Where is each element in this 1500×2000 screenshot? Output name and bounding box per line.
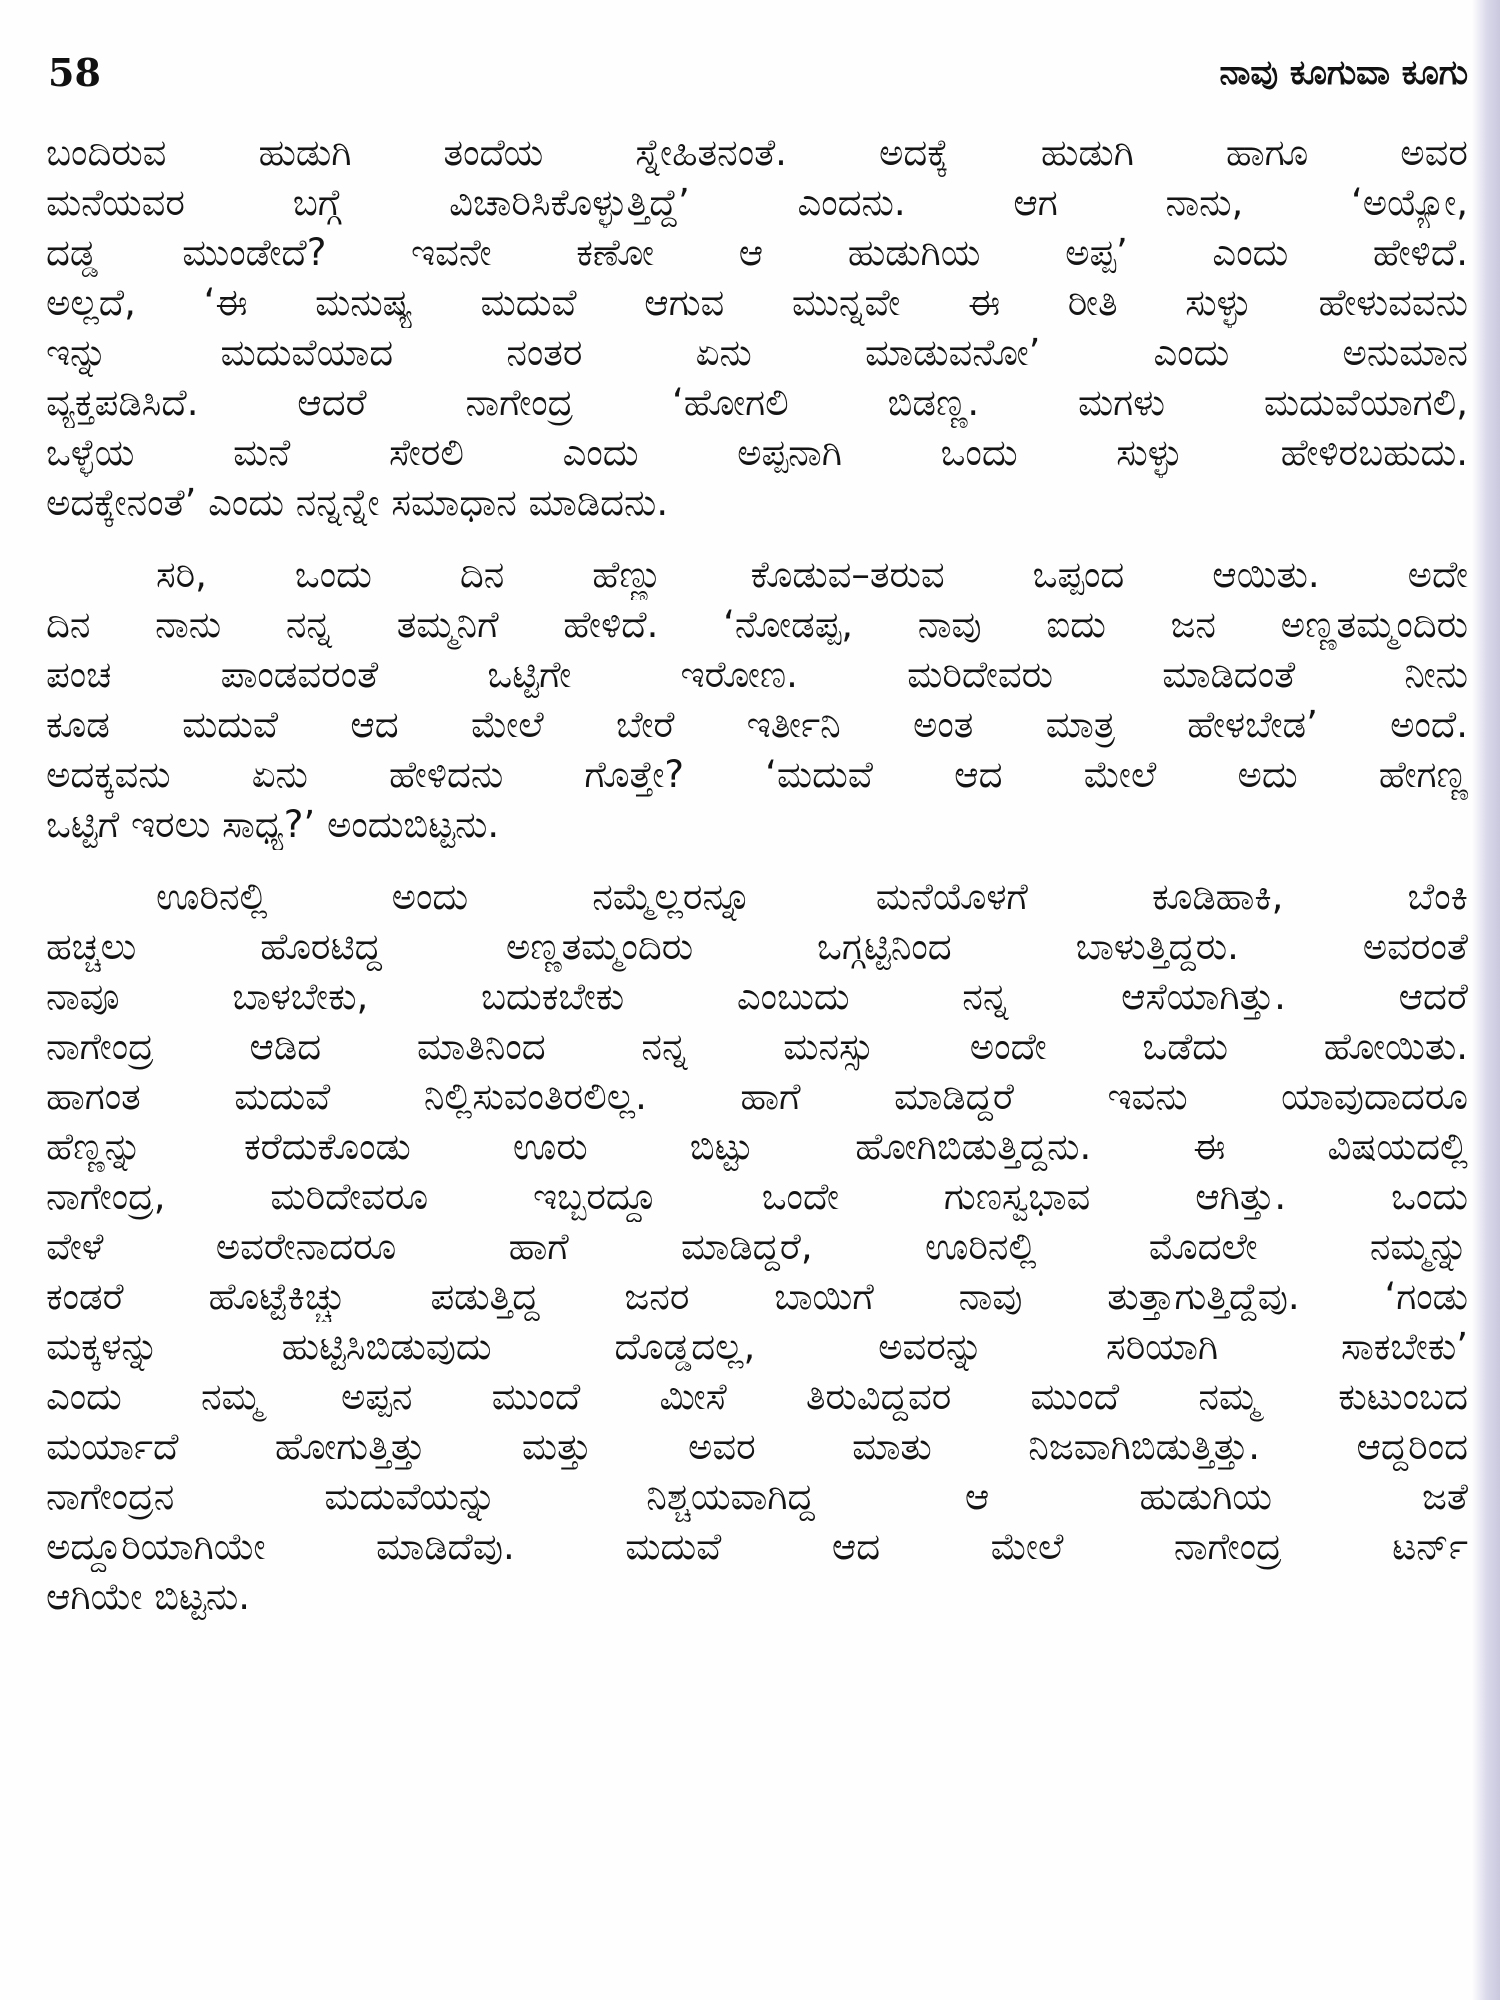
text-line: ದಡ್ಡ ಮುಂಡೇದೆ? ಇವನೇ ಕಣೋ ಆ ಹುಡುಗಿಯ ಅಪ್ಪ’ ಎಂದು ಹೇಳಿದೆ. bbox=[46, 231, 1468, 274]
text-line: ವೇಳೆ ಅವರೇನಾದರೂ ಹಾಗೆ ಮಾಡಿದ್ದರೆ, ಊರಿನಲ್ಲಿ ಮೊದಲೇ ನಮ್ಮನ್ನು bbox=[46, 1225, 1468, 1268]
text-line: ಒಟ್ಟಿಗೆ ಇರಲು ಸಾಧ್ಯ?’ ಅಂದುಬಿಟ್ಟನು. bbox=[46, 803, 500, 846]
body-text bbox=[46, 128, 1468, 1622]
text-line: ನಾಗೇಂದ್ರ ಆಡಿದ ಮಾತಿನಿಂದ ನನ್ನ ಮನಸ್ಸು ಅಂದೇ ಒಡೆದು ಹೋಯಿತು. bbox=[46, 1025, 1468, 1068]
text-line: ಆಗಿಯೇ ಬಿಟ್ಟನು. bbox=[46, 1575, 250, 1618]
text-line: ಎಂದು ನಮ್ಮ ಅಪ್ಪನ ಮುಂದೆ ಮೀಸೆ ತಿರುವಿದ್ದವರ ಮುಂದೆ ನಮ್ಮ ಕುಟುಂಬದ bbox=[46, 1375, 1468, 1418]
text-line: ಸರಿ, ಒಂದು ದಿನ ಹೆಣ್ಣು ಕೊಡುವ–ತರುವ ಒಪ್ಪಂದ ಆಯಿತು. ಅದೇ bbox=[156, 553, 1468, 596]
text-line: ವ್ಯಕ್ತಪಡಿಸಿದೆ. ಆದರೆ ನಾಗೇಂದ್ರ ‘ಹೋಗಲಿ ಬಿಡಣ್ಣ. ಮಗಳು ಮದುವೆಯಾಗಲಿ, bbox=[46, 381, 1468, 424]
text-line: ಊರಿನಲ್ಲಿ ಅಂದು ನಮ್ಮೆಲ್ಲರನ್ನೂ ಮನೆಯೊಳಗೆ ಕೂಡಿಹಾಕಿ, ಬೆಂಕಿ bbox=[156, 875, 1468, 918]
text-line: ದಿನ ನಾನು ನನ್ನ ತಮ್ಮನಿಗೆ ಹೇಳಿದೆ. ‘ನೋಡಪ್ಪ, ನಾವು ಐದು ಜನ ಅಣ್ಣತಮ್ಮಂದಿರು bbox=[46, 603, 1468, 646]
text-line: ಅದ್ದೂರಿಯಾಗಿಯೇ ಮಾಡಿದೆವು. ಮದುವೆ ಆದ ಮೇಲೆ ನಾಗೇಂದ್ರ ಟರ್ನ್ bbox=[46, 1525, 1468, 1568]
text-line: ಮರ್ಯಾದೆ ಹೋಗುತ್ತಿತ್ತು ಮತ್ತು ಅವರ ಮಾತು ನಿಜವಾಗಿಬಿಡುತ್ತಿತ್ತು. ಆದ್ದರಿಂದ bbox=[46, 1425, 1468, 1468]
text-line: ಅದಕ್ಕವನು ಏನು ಹೇಳಿದನು ಗೊತ್ತೇ? ‘ಮದುವೆ ಆದ ಮೇಲೆ ಅದು ಹೇಗಣ್ಣ bbox=[46, 753, 1468, 796]
text-line: ಅದಕ್ಕೇನಂತೆ’ ಎಂದು ನನ್ನನ್ನೇ ಸಮಾಧಾನ ಮಾಡಿದನು. bbox=[46, 481, 669, 524]
paragraph-2 bbox=[46, 550, 1468, 850]
paragraph-1 bbox=[46, 128, 1468, 528]
text-line: ಮನೆಯವರ ಬಗ್ಗೆ ವಿಚಾರಿಸಿಕೊಳ್ಳುತ್ತಿದ್ದೆ’ ಎಂದನು. ಆಗ ನಾನು, ‘ಅಯ್ಯೋ, bbox=[46, 181, 1468, 224]
page-header bbox=[48, 48, 1468, 98]
running-title: ನಾವು ಕೂಗುವಾ ಕೂಗು bbox=[1219, 53, 1468, 93]
text-line: ಕಂಡರೆ ಹೊಟ್ಟೆಕಿಚ್ಚು ಪಡುತ್ತಿದ್ದ ಜನರ ಬಾಯಿಗೆ ನಾವು ತುತ್ತಾಗುತ್ತಿದ್ದೆವು. ‘ಗಂಡು bbox=[46, 1275, 1468, 1318]
text-line: ಅಲ್ಲದೆ, ‘ಈ ಮನುಷ್ಯ ಮದುವೆ ಆಗುವ ಮುನ್ನವೇ ಈ ರೀತಿ ಸುಳ್ಳು ಹೇಳುವವನು bbox=[46, 281, 1468, 324]
text-line: ನಾಗೇಂದ್ರನ ಮದುವೆಯನ್ನು ನಿಶ್ಚಯವಾಗಿದ್ದ ಆ ಹುಡುಗಿಯ ಜತೆ bbox=[46, 1475, 1468, 1518]
text-line: ಒಳ್ಳೆಯ ಮನೆ ಸೇರಲಿ ಎಂದು ಅಪ್ಪನಾಗಿ ಒಂದು ಸುಳ್ಳು ಹೇಳಿರಬಹುದು. bbox=[46, 431, 1468, 474]
text-line: ಪಂಚ ಪಾಂಡವರಂತೆ ಒಟ್ಟಿಗೇ ಇರೋಣ. ಮರಿದೇವರು ಮಾಡಿದಂತೆ ನೀನು bbox=[46, 653, 1468, 696]
text-line: ಹಚ್ಚಲು ಹೊರಟಿದ್ದ ಅಣ್ಣತಮ್ಮಂದಿರು ಒಗ್ಗಟ್ಟಿನಿಂದ ಬಾಳುತ್ತಿದ್ದರು. ಅವರಂತೆ bbox=[46, 925, 1468, 968]
text-line: ಮಕ್ಕಳನ್ನು ಹುಟ್ಟಿಸಿಬಿಡುವುದು ದೊಡ್ಡದಲ್ಲ, ಅವರನ್ನು ಸರಿಯಾಗಿ ಸಾಕಬೇಕು’ bbox=[46, 1325, 1468, 1368]
paragraph-3 bbox=[46, 872, 1468, 1622]
text-line: ಕೂಡ ಮದುವೆ ಆದ ಮೇಲೆ ಬೇರೆ ಇರ್ತೀನಿ ಅಂತ ಮಾತ್ರ ಹೇಳಬೇಡ’ ಅಂದೆ. bbox=[46, 703, 1468, 746]
text-line: ನಾವೂ ಬಾಳಬೇಕು, ಬದುಕಬೇಕು ಎಂಬುದು ನನ್ನ ಆಸೆಯಾಗಿತ್ತು. ಆದರೆ bbox=[46, 975, 1468, 1018]
text-line: ಬಂದಿರುವ ಹುಡುಗಿ ತಂದೆಯ ಸ್ನೇಹಿತನಂತೆ. ಅದಕ್ಕೆ ಹುಡುಗಿ ಹಾಗೂ ಅವರ bbox=[46, 131, 1468, 174]
page-edge-shadow bbox=[1472, 0, 1500, 2000]
text-line: ನಾಗೇಂದ್ರ, ಮರಿದೇವರೂ ಇಬ್ಬರದ್ದೂ ಒಂದೇ ಗುಣಸ್ವಭಾವ ಆಗಿತ್ತು. ಒಂದು bbox=[46, 1175, 1468, 1218]
page-number: 58 bbox=[48, 50, 101, 95]
text-line: ಹೆಣ್ಣನ್ನು ಕರೆದುಕೊಂಡು ಊರು ಬಿಟ್ಟು ಹೋಗಿಬಿಡುತ್ತಿದ್ದನು. ಈ ವಿಷಯದಲ್ಲಿ bbox=[46, 1125, 1468, 1168]
text-line: ಇನ್ನು ಮದುವೆಯಾದ ನಂತರ ಏನು ಮಾಡುವನೋ’ ಎಂದು ಅನುಮಾನ bbox=[46, 331, 1468, 374]
text-line: ಹಾಗಂತ ಮದುವೆ ನಿಲ್ಲಿಸುವಂತಿರಲಿಲ್ಲ. ಹಾಗೆ ಮಾಡಿದ್ದರೆ ಇವನು ಯಾವುದಾದರೂ bbox=[46, 1075, 1468, 1118]
